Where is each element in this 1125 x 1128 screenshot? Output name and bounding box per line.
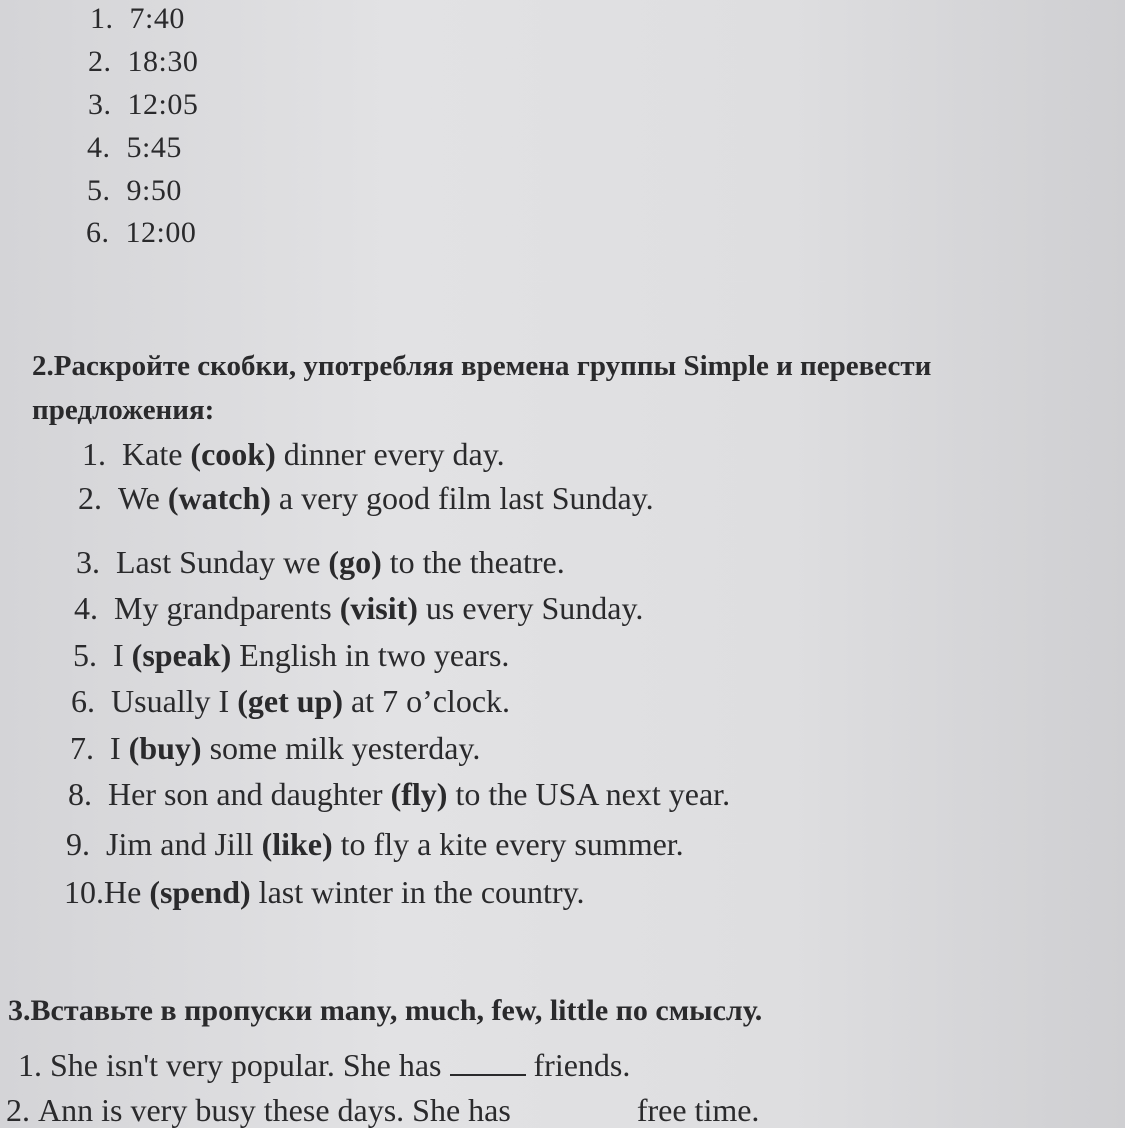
verb-in-brackets: (go)	[328, 544, 382, 580]
time-value: 18:30	[127, 45, 199, 78]
sentence-item	[64, 876, 585, 908]
sentence-text: us every Sunday.	[417, 590, 644, 626]
verb-in-brackets: (speak)	[131, 637, 232, 673]
sentence-item	[66, 828, 684, 860]
verb-in-brackets: (watch)	[167, 480, 271, 516]
answer-blank[interactable]	[519, 1097, 629, 1121]
exercise-3-heading: 3.Вставьте в пропуски many, much, few, little по смыслу.	[8, 994, 763, 1027]
item-number: 4.	[87, 131, 111, 164]
item-number: 1.	[90, 2, 114, 35]
answer-blank[interactable]	[450, 1052, 526, 1076]
sentence-item	[74, 592, 643, 624]
item-number: 6.	[71, 683, 95, 719]
list-item	[86, 218, 196, 248]
verb-in-brackets: (visit)	[339, 590, 418, 626]
verb-in-brackets: (spend)	[149, 874, 251, 910]
item-number: 8.	[68, 776, 92, 812]
sentence-text: to the USA next year.	[447, 776, 731, 812]
sentence-text: a very good film last Sunday.	[270, 480, 654, 516]
sentence-item	[76, 546, 565, 578]
sentence-item	[82, 438, 505, 470]
time-value: 12:05	[127, 88, 199, 121]
item-number: 3.	[88, 88, 112, 121]
sentence-text: She isn't very popular. She has	[50, 1047, 442, 1083]
sentence-item	[18, 1049, 630, 1081]
item-number: 7.	[70, 730, 94, 766]
time-value: 7:40	[129, 2, 185, 35]
exercise-2-heading: 2.Раскройте скобки, употребляя времена группы Simple и перевести	[32, 350, 932, 382]
verb-in-brackets: (fly)	[390, 776, 448, 812]
sentence-item	[78, 482, 654, 514]
sentence-text: free time.	[636, 1092, 760, 1128]
exercise-2-heading-cont: предложения:	[32, 394, 215, 426]
item-number: 5.	[73, 637, 97, 673]
item-number: 4.	[74, 590, 98, 626]
time-value: 9:50	[126, 174, 182, 207]
item-number: 1.	[82, 436, 106, 472]
sentence-text: I	[113, 637, 132, 673]
sentence-text: I	[110, 730, 129, 766]
sentence-text: at 7 o’clock.	[342, 683, 511, 719]
sentence-text: dinner every day.	[275, 436, 505, 472]
verb-in-brackets: (like)	[261, 826, 333, 862]
list-item	[88, 90, 198, 120]
item-number: 3.	[76, 544, 100, 580]
sentence-item	[6, 1094, 759, 1126]
sentence-text: to the theatre.	[381, 544, 565, 580]
sentence-item	[70, 732, 480, 764]
sentence-text: some milk yesterday.	[201, 730, 481, 766]
item-number: 5.	[87, 174, 111, 207]
item-number: 10.	[64, 874, 104, 910]
item-number: 6.	[86, 216, 110, 249]
list-item	[88, 47, 198, 77]
sentence-item	[71, 685, 510, 717]
sentence-text: Last Sunday we	[116, 544, 329, 580]
sentence-text: Her son and daughter	[108, 776, 391, 812]
item-number: 2.	[6, 1092, 30, 1128]
item-number: 1.	[18, 1047, 42, 1083]
sentence-item	[68, 778, 730, 810]
sentence-text: English in two years.	[231, 637, 510, 673]
item-number: 9.	[66, 826, 90, 862]
verb-in-brackets: (buy)	[128, 730, 202, 766]
time-value: 5:45	[126, 131, 182, 164]
sentence-text: Jim and Jill	[106, 826, 262, 862]
sentence-text: to fly a kite every summer.	[332, 826, 684, 862]
sentence-text: Kate	[122, 436, 191, 472]
verb-in-brackets: (get up)	[237, 683, 343, 719]
sentence-text: He	[104, 874, 150, 910]
sentence-text: last winter in the country.	[250, 874, 585, 910]
sentence-item	[73, 639, 509, 671]
time-value: 12:00	[125, 216, 197, 249]
item-number: 2.	[78, 480, 102, 516]
list-item	[87, 176, 182, 206]
list-item	[90, 4, 185, 34]
sentence-text: We	[118, 480, 168, 516]
verb-in-brackets: (cook)	[190, 436, 276, 472]
item-number: 2.	[88, 45, 112, 78]
sentence-text: Usually I	[111, 683, 238, 719]
list-item	[87, 133, 182, 163]
sentence-text: My grandparents	[114, 590, 340, 626]
sentence-text: Ann is very busy these days. She has	[38, 1092, 511, 1128]
sentence-text: friends.	[533, 1047, 631, 1083]
